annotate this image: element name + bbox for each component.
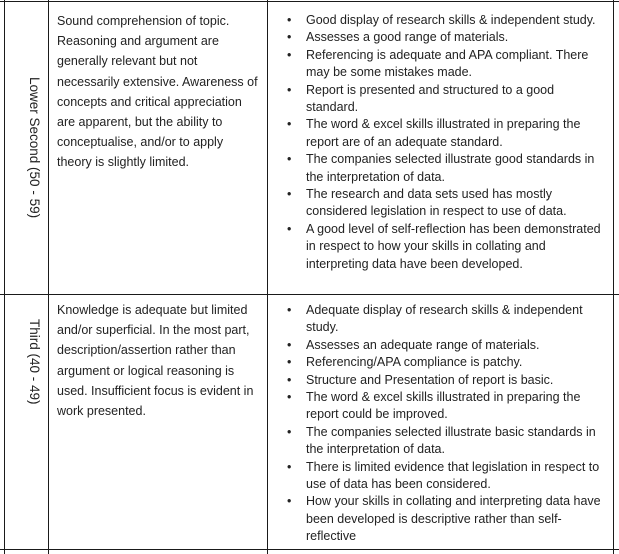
criteria-item: • The word & excel skills illustrated in preparing the report could be improved. <box>287 389 609 424</box>
criteria-item: • Report is presented and structured to a good standard. <box>287 82 609 117</box>
criteria-item: • Assesses an adequate range of materials. <box>287 337 609 354</box>
criteria-item: • The word & excel skills illustrated in preparing the report are of an adequate standard. <box>287 116 609 151</box>
grade-description-third: Knowledge is adequate but limited and/or superficial. In the most part, description/assertion rather than argument or logical reasoning is used. Insufficient focus is evident in work presented. <box>57 303 254 419</box>
criteria-item: • A good level of self-reflection has been demonstrated in respect to how your skills in collating and interpreting data have been developed. <box>287 221 609 273</box>
criteria-item: • How your skills in collating and interpreting data have been developed is descriptive rather than self-reflective <box>287 493 609 545</box>
criteria-item: • Structure and Presentation of report is basic. <box>287 372 609 389</box>
criteria-item: • Good display of research skills & independent study. <box>287 12 609 29</box>
table-border-left <box>4 0 5 554</box>
criteria-item: • Adequate display of research skills & independent study. <box>287 302 609 337</box>
column-divider-band <box>48 0 49 554</box>
row-divider-middle <box>0 294 619 295</box>
criteria-item: • The companies selected illustrate basic standards in the interpretation of data. <box>287 424 609 459</box>
grade-description-lower-second: Sound comprehension of topic. Reasoning and argument are generally relevant but not necessarily extensive. Awareness of concepts and critical appreciation are apparent, but the ability to conceptualise, and/or to apply theory is slightly limited. <box>57 14 258 170</box>
column-divider-description <box>267 0 268 554</box>
criteria-list-lower-second <box>287 12 609 273</box>
criteria-item: • There is limited evidence that legislation in respect to use of data has been considered. <box>287 459 609 494</box>
row-divider-bottom <box>0 549 619 550</box>
row-divider-top <box>0 1 619 2</box>
grade-band-third: Third (40 - 49) <box>27 319 42 405</box>
criteria-item: • Referencing/APA compliance is patchy. <box>287 354 609 371</box>
criteria-list-third <box>287 302 609 546</box>
grade-band-lower-second: Lower Second (50 - 59) <box>27 77 42 219</box>
criteria-item: • Assesses a good range of materials. <box>287 29 609 46</box>
table-border-right <box>613 0 614 554</box>
criteria-item: • The research and data sets used has mostly considered legislation in respect to use of data. <box>287 186 609 221</box>
criteria-item: • Referencing is adequate and APA compliant. There may be some mistakes made. <box>287 47 609 82</box>
criteria-item: • The companies selected illustrate good standards in the interpretation of data. <box>287 151 609 186</box>
